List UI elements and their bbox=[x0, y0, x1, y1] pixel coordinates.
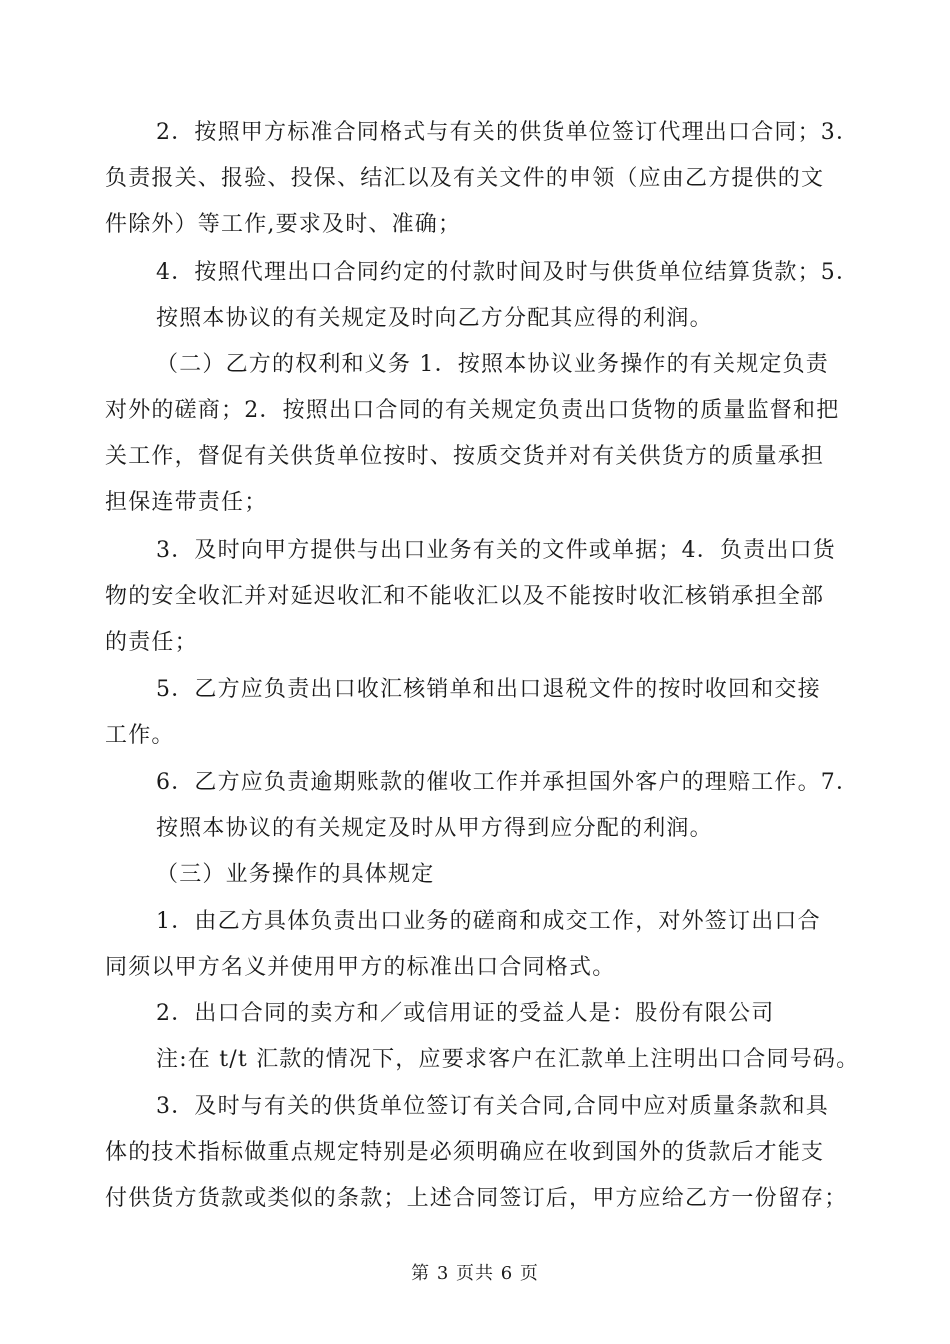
text-line: 3．及时与有关的供货单位签订有关合同,合同中应对质量条款和具 bbox=[156, 1094, 829, 1119]
text-line: 5．乙方应负责出口收汇核销单和出口退税文件的按时收回和交接 bbox=[156, 677, 821, 702]
text-line: 关工作，督促有关供货单位按时、按质交货并对有关供货方的质量承担 bbox=[105, 444, 825, 469]
text-line: 的责任； bbox=[105, 630, 198, 655]
text-line: 负责报关、报验、投保、结汇以及有关文件的申领（应由乙方提供的文 bbox=[105, 166, 825, 191]
text-line: 件除外）等工作,要求及时、准确； bbox=[105, 212, 462, 237]
text-line: 按照本协议的有关规定及时从甲方得到应分配的利润。 bbox=[156, 816, 713, 841]
text-line: 按照本协议的有关规定及时向乙方分配其应得的利润。 bbox=[156, 306, 713, 331]
text-line: 担保连带责任； bbox=[105, 490, 268, 515]
text-line: 2．出口合同的卖方和／或信用证的受益人是：股份有限公司 bbox=[156, 1001, 775, 1026]
text-line: 物的安全收汇并对延迟收汇和不能收汇以及不能按时收汇核销承担全部 bbox=[105, 584, 825, 609]
text-line: 付供货方货款或类似的条款；上述合同签订后，甲方应给乙方一份留存； bbox=[105, 1186, 848, 1211]
text-line: 6．乙方应负责逾期账款的催收工作并承担国外客户的理赔工作。7． bbox=[156, 770, 860, 795]
text-line: 对外的磋商；2．按照出口合同的有关规定负责出口货物的质量监督和把 bbox=[105, 398, 840, 423]
text-line: 4．按照代理出口合同约定的付款时间及时与供货单位结算货款；5． bbox=[156, 260, 860, 285]
section-heading: （二）乙方的权利和义务 1．按照本协议业务操作的有关规定负责 bbox=[156, 352, 829, 377]
text-line: 1．由乙方具体负责出口业务的磋商和成交工作，对外签订出口合 bbox=[156, 909, 821, 934]
text-line: 2．按照甲方标准合同格式与有关的供货单位签订代理出口合同；3． bbox=[156, 120, 860, 145]
text-line: 同须以甲方名义并使用甲方的标准出口合同格式。 bbox=[105, 955, 616, 980]
section-heading: （三）业务操作的具体规定 bbox=[156, 862, 435, 887]
text-line: 工作。 bbox=[105, 723, 175, 748]
text-line: 体的技术指标做重点规定特别是必须明确应在收到国外的货款后才能支 bbox=[105, 1140, 825, 1165]
note-line: 注:在 t/t 汇款的情况下，应要求客户在汇款单上注明出口合同号码。 bbox=[156, 1047, 860, 1072]
text-line: 3．及时向甲方提供与出口业务有关的文件或单据；4．负责出口货 bbox=[156, 538, 836, 563]
page-number-footer: 第 3 页共 6 页 bbox=[411, 1263, 539, 1284]
